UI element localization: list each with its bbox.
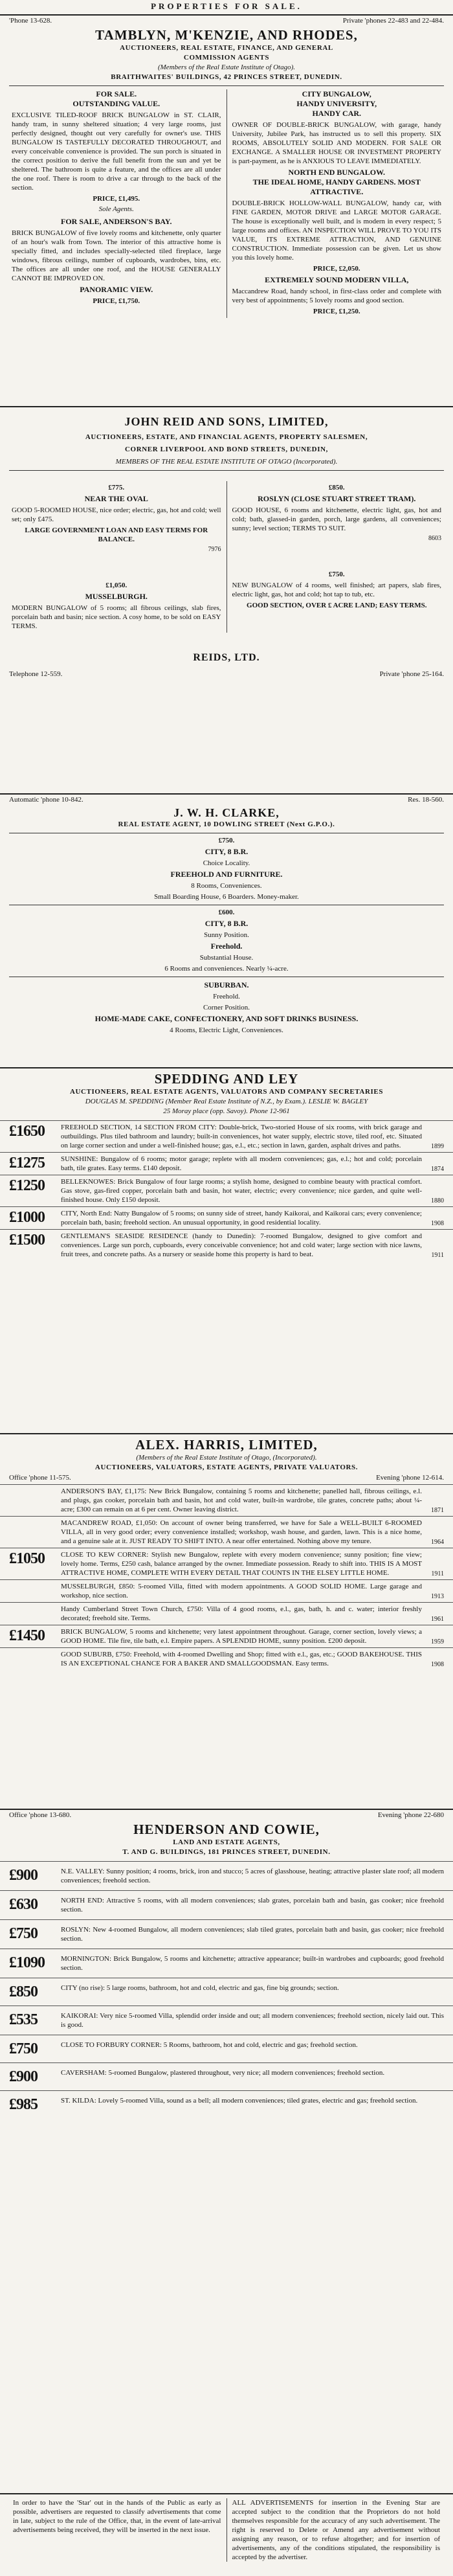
- listing-entry: [0, 1919, 453, 1949]
- listing-text: LARGE GOVERNMENT LOAN AND EASY TERMS FOR BALANCE.: [25, 526, 208, 543]
- listing-text: 4 Rooms, Electric Light, Conveniences.: [170, 1026, 283, 1034]
- listing-entry: [0, 1152, 453, 1175]
- listing-entry: [0, 1978, 453, 2005]
- phone-office: 'Phone 13-628.: [9, 17, 52, 25]
- listing-text: GOOD SECTION, OVER £ ACRE LAND; EASY TERMS.: [247, 602, 427, 609]
- section-heading: THE IDEAL HOME, HANDY GARDENS. MOST ATTRACTIVE.: [252, 177, 421, 196]
- ad-spedding-and-ley: [0, 1068, 453, 1434]
- listing-entry: [0, 1229, 453, 1261]
- listing-price: £985: [9, 2096, 38, 2113]
- firm-membership: (Members of the Real Estate Institute of Otago, (Incorporated).: [136, 1454, 317, 1462]
- section-heading: CITY, 8 B.R.: [204, 847, 249, 856]
- listing-text: Choice Locality.: [203, 859, 250, 867]
- listing-text: Sunny Position.: [204, 931, 249, 939]
- listings-right-column: [226, 89, 447, 318]
- phone-private: Private 'phone 25-164.: [379, 670, 444, 678]
- listing-entry: [0, 1602, 453, 1625]
- listing-ref: 1959: [431, 1638, 444, 1645]
- section-heading: CITY, 8 B.R.: [204, 919, 249, 928]
- listing-text: SUNSHINE: Bungalow of 6 rooms; motor garage; replete with all modern conveniences; gas, e.l.; hot and cold; porcelain bath, tile grates. Easy terms. £140 deposit.: [61, 1155, 422, 1172]
- listing-entry: [0, 1516, 453, 1548]
- listing-entry: [0, 1120, 453, 1152]
- listing-price: £1000: [9, 1209, 45, 1226]
- ad-henderson-and-cowie: [0, 1810, 453, 2494]
- listing-price: £775.: [108, 484, 125, 491]
- ad-tamblyn-mckenzie-rhodes: [0, 16, 453, 407]
- listing-text: ST. KILDA: Lovely 5-roomed Villa, sound as a bell; all modern conveniences; tiled grates, electric and gas; freehold section.: [61, 2097, 418, 2105]
- listing-price: £535: [9, 2011, 38, 2028]
- listing-price: PRICE, £1,750.: [93, 297, 140, 305]
- listing-text: ROSLYN: New 4-roomed Bungalow, all modern conveniences; slab tiled grates, porcelain bath and basin, gas cooker; nice freehold section.: [61, 1926, 444, 1943]
- listing-price: £630: [9, 1896, 38, 1913]
- firm-address: REAL ESTATE AGENT, 10 DOWLING STREET (Next G.P.O.).: [118, 820, 335, 828]
- listing-text: Freehold.: [213, 993, 240, 1000]
- listing-block: [58, 837, 395, 901]
- firm-tagline: AUCTIONEERS, REAL ESTATE AGENTS, VALUATORS AND COMPANY SECRETARIES: [69, 1088, 384, 1096]
- phones-row: [0, 1473, 453, 1482]
- listing-ref: 1911: [431, 1252, 444, 1259]
- page-header: PROPERTIES FOR SALE.: [0, 0, 453, 16]
- firm-address: T. AND G. BUILDINGS, 181 PRINCES STREET, DUNEDIN.: [122, 1848, 331, 1856]
- section-heading: NEAR THE OVAL: [84, 494, 148, 503]
- listing-ref: 1874: [431, 1166, 444, 1173]
- listing-text: MACANDREW ROAD, £1,050: On account of owner being transferred, we have for Sale a WELL-BUILT 6-ROOMED VILLA, all in very good order; every convenience installed; workshop, wash house, and garden, lawn. This is a nice home, and a genuine sale at it. JUST READY TO SHIFT INTO. A near offer entertained. Nothing above my tenure.: [61, 1519, 422, 1545]
- listing-text: CLOSE TO KEW CORNER: Stylish new Bungalow, replete with every modern convenience; sunny position; fine view; lovely home. Terms, £250 cash, balance arranged by the owner. Immediate possession. Ready to shift into. THIS IS A MOST ATTRACTIVE HOME, COMPLETE WITH EVERY DETAIL THAT COUNTS IN THE ELSEY LITTLE HOME.: [61, 1551, 422, 1577]
- listing-price: £850.: [328, 484, 345, 491]
- listing-text: BELLEKNOWES: Brick Bungalow of four large rooms; a stylish home, designed to combine beauty with practical comfort. Gas stove, gas-fired copper, porcelain bath and basin, hot water, electric; every convenience; nice garden, and quite well-finished house. Only £150 deposit.: [61, 1178, 422, 1204]
- firm-address: CORNER LIVERPOOL AND BOND STREETS, DUNEDIN,: [125, 446, 328, 453]
- phone-evening: Evening 'phone 22-680: [377, 1811, 444, 1819]
- listing-text: DOUBLE-BRICK HOLLOW-WALL BUNGALOW, handy car, with FINE GARDEN, MOTOR DRIVE and LARGE MOTOR GARAGE. The house is exceptionally well built, and is modern in every respect; 5 large rooms and offices. AN INSPECTION WILL PROVE TO YOU ITS VALUE, ITS EXTREME ATTRACTION, AND GENUINE CONSTRUCTION. Immediate possession can be given. Let us show you this lovely home.: [232, 199, 441, 262]
- firm-footer-name: REIDS, LTD.: [193, 652, 260, 663]
- listing-price: £1500: [9, 1232, 45, 1248]
- listing-ref: 7976: [208, 546, 221, 553]
- phone-office: Office 'phone 13-680.: [9, 1811, 72, 1819]
- phone-office: Office 'phone 11-575.: [9, 1474, 71, 1482]
- section-heading: HANDY CAR.: [312, 109, 362, 118]
- listing-entry: [0, 1548, 453, 1579]
- section-heading: HANDY UNIVERSITY,: [296, 99, 377, 108]
- phone-office: Telephone 12-559.: [9, 670, 63, 678]
- listings-right-column: [226, 481, 447, 633]
- phone-private: Private 'phones 22-483 and 22-484.: [342, 17, 444, 25]
- firm-name: TAMBLYN, M'KENZIE, AND RHODES,: [95, 27, 358, 43]
- listing-ref: 1908: [431, 1661, 444, 1668]
- agent-note: Sole Agents.: [98, 205, 134, 213]
- divider: [9, 470, 444, 471]
- firm-name: JOHN REID AND SONS, LIMITED,: [124, 415, 329, 428]
- firm-tagline: AUCTIONEERS, REAL ESTATE, FINANCE, AND GENERAL: [120, 44, 333, 52]
- listing-text: CITY, North End: Natty Bungalow of 5 rooms; on sunny side of street, handy Kaikorai, and Kaikorai cars; every convenience; porcelain bath, basin; freehold section. An unusual opportunity, in good residential locality.: [61, 1210, 422, 1226]
- listing-ref: 1964: [431, 1539, 444, 1546]
- listing-price: £900: [9, 1867, 38, 1884]
- listing-entry: [0, 2005, 453, 2035]
- section-heading: ROSLYN (CLOSE STUART STREET TRAM).: [258, 494, 416, 503]
- listing-text: MUSSELBURGH, £850: 5-roomed Villa, fitted with modern appointments. A GOOD SOLID HOME. Large garage and workshop, nice section.: [61, 1583, 422, 1599]
- listing-price: £1250: [9, 1177, 45, 1194]
- section-heading: FOR SALE, ANDERSON'S BAY.: [61, 217, 172, 226]
- listing-ref: 1913: [431, 1593, 444, 1600]
- listing-entry: [0, 1861, 453, 1890]
- section-heading: OUTSTANDING VALUE.: [72, 99, 160, 108]
- section-heading: MUSSELBURGH.: [85, 592, 148, 601]
- listing-text: GOOD SUBURB, £750: Freehold, with 4-roomed Dwelling and Shop; fitted with e.l., gas, etc.; GOOD BAKEHOUSE. THIS IS AN EXCEPTIONAL CHANCE FOR A BAKER AND SMALLGOODSMAN. Easy terms.: [61, 1651, 422, 1667]
- firm-tagline-2: COMMISSION AGENTS: [183, 54, 270, 62]
- firm-principals: DOUGLAS M. SPEDDING (Member Real Estate Institute of N.Z., by Exam.). LESLIE W. BAGLEY: [85, 1098, 368, 1105]
- listing-price: £1,050.: [105, 582, 127, 589]
- listing-text: N.E. VALLEY: Sunny position; 4 rooms, brick, iron and stucco; 5 acres of glasshouse, heating; attractive plaster slate roof; all modern conveniences; freehold section.: [61, 1868, 444, 1884]
- listing-ref: 1871: [431, 1507, 444, 1514]
- listing-price: £850: [9, 1983, 38, 2000]
- notice-late-ads: In order to have the 'Star' out in the hands of the Public as early as possible, advertisers are requested to classify advertisements that come in late, subject to the rule of the Office, that, in the event of late-arrival advertisements being received, they will be inserted in the next issue.: [13, 2499, 221, 2534]
- listing-ref: 1880: [431, 1197, 444, 1204]
- listing-block: [58, 980, 395, 1035]
- listing-text: Corner Position.: [203, 1004, 250, 1011]
- listing-entry: [0, 1890, 453, 1919]
- section-heading: Freehold.: [210, 942, 243, 951]
- listing-text: Small Boarding House, 6 Boarders. Money-maker.: [154, 893, 299, 901]
- firm-tagline: AUCTIONEERS, VALUATORS, ESTATE AGENTS, PRIVATE VALUATORS.: [94, 1463, 359, 1471]
- listing-price: £600.: [218, 909, 235, 916]
- section-heading: SUBURBAN.: [204, 980, 249, 989]
- phone-office: Automatic 'phone 10-842.: [9, 796, 83, 804]
- listing-text: ANDERSON'S BAY, £1,175: New Brick Bungalow, containing 5 rooms and kitchenette; panelled hall, fibrous ceilings, e.l. and plugs, gas cooker, porcelain bath and basin, hot and cold water, built-in wardrobe, tile grates, concrete paths; about ¼-acre; £300 can remain on at 6 per cent. Owner leaving district.: [61, 1487, 422, 1513]
- listing-price: £1090: [9, 1954, 45, 1971]
- phones-row: [0, 16, 453, 25]
- listing-ref: 8603: [428, 535, 441, 542]
- listing-text: NEW BUNGALOW of 4 rooms, well finished; art papers, slab fires, electric light, gas, hot and cold; hot tap to tub, etc.: [232, 582, 441, 598]
- firm-address: BRAITHWAITES' BUILDINGS, 42 PRINCES STREET, DUNEDIN.: [111, 73, 342, 81]
- firm-address: 25 Moray place (opp. Savoy). Phone 12-961: [163, 1107, 290, 1115]
- listing-text: Substantial House.: [199, 954, 254, 962]
- divider: [9, 85, 444, 86]
- firm-tagline: AUCTIONEERS, ESTATE, AND FINANCIAL AGENTS, PROPERTY SALESMEN,: [85, 433, 368, 441]
- section-heading: CITY BUNGALOW,: [302, 89, 371, 98]
- listing-entry: [0, 2090, 453, 2118]
- listing-entry: [0, 1625, 453, 1647]
- listing-entry: [0, 2035, 453, 2062]
- firm-name: HENDERSON AND COWIE,: [133, 1822, 320, 1837]
- listing-text: MODERN BUNGALOW of 5 rooms; all fibrous ceilings, slab fires, porcelain bath and basin; nice section. A cosy home, to be sold on EASY TERMS.: [12, 604, 221, 630]
- listing-text: EXCLUSIVE TILED-ROOF BRICK BUNGALOW in ST. CLAIR, handy tram, in sunny sheltered situation; 4 very large rooms, just perfectly designed, thought out very carefully for owner's use. THIS BUNGALOW IS TASTEFULLY DECORATED THROUGHOUT, and every conceivable convenience is provided. The sun porch is situated in the correct position to derive the full benefit from the sun and yet be sheltered. The bathroom is quite a feature, and the offices are all under the one roof. There is room to drive a car through to the back of the section.: [12, 111, 221, 192]
- listing-entry: [0, 1175, 453, 1206]
- listings-left-column: [6, 89, 226, 318]
- ad-jwh-clarke: [0, 795, 453, 1068]
- listing-text: BRICK BUNGALOW of five lovely rooms and kitchenette, only quarter of an hour's walk from Town. The interior of this attractive home is specially fitted, and includes specially-selected tiled fireplace, large windows, fibrous ceilings, number of cupboards, wardrobes, bins, etc. The offices are all under one roof, and the HOUSE GENERALLY CANNOT BE IMPROVED ON.: [12, 229, 221, 282]
- listing-price: £1275: [9, 1155, 45, 1171]
- listing-price: PRICE, £1,495.: [93, 195, 140, 203]
- listing-ref: 1911: [431, 1570, 444, 1577]
- listing-block: [58, 909, 395, 973]
- listing-price: £900: [9, 2068, 38, 2085]
- listing-entry: [0, 2062, 453, 2090]
- firm-name: SPEDDING AND LEY: [154, 1071, 299, 1087]
- listing-text: GENTLEMAN'S SEASIDE RESIDENCE (handy to Dunedin): 7-roomed Bungalow, designed to give comfort and conveniences. Large sun porch, cupboards, every conceivable convenience; hot and cold water; large section with nice lawns, fruit trees, and concrete paths. As a nursery or seaside home this property is hard to beat.: [61, 1232, 422, 1258]
- section-heading: FOR SALE.: [96, 89, 137, 98]
- listing-ref: 1899: [431, 1143, 444, 1150]
- section-heading: NORTH END BUNGALOW.: [288, 168, 385, 177]
- listing-entry: [0, 1206, 453, 1229]
- listing-text: 6 Rooms and conveniences. Nearly ¼-acre.: [164, 965, 289, 973]
- listing-price: £1450: [9, 1627, 45, 1644]
- phone-evening: Evening 'phone 12-614.: [376, 1474, 444, 1482]
- notice-advertising-terms: ALL ADVERTISEMENTS for insertion in the Evening Star are accepted subject to the condition that the Proprietors do not hold themselves responsible for the accuracy of any such advertisement. The right is reserved to Delete or Amend any advertisement without assigning any reason, or to refuse altogether; and for insertion of advertisements, any of the conditions stipulated, the responsibility is accepted by the advertiser.: [226, 2498, 446, 2562]
- firm-membership: MEMBERS OF THE REAL ESTATE INSTITUTE OF OTAGO (Incorporated).: [115, 458, 338, 466]
- listing-price: £750.: [218, 837, 235, 844]
- listing-price: £750: [9, 1925, 38, 1942]
- firm-name: ALEX. HARRIS, LIMITED,: [135, 1437, 318, 1452]
- phones-row: [0, 795, 453, 804]
- phones-row: [0, 1810, 453, 1819]
- firm-membership: (Members of the Real Estate Institute of Otago).: [157, 63, 295, 71]
- listings-left-column: [6, 481, 226, 633]
- listing-ref: 1961: [431, 1616, 444, 1623]
- section-heading: PANORAMIC VIEW.: [80, 285, 153, 294]
- listing-text: Maccandrew Road, handy school, in first-class order and complete with very best of appointments; 5 lovely rooms and good section.: [232, 288, 441, 304]
- section-heading: FREEHOLD AND FURNITURE.: [170, 870, 283, 879]
- listing-text: FREEHOLD SECTION, 14 SECTION FROM CITY: Double-brick, Two-storied House of six rooms, with brick garage and outbuildings. Plus tiled bathroom and laundry; built-in conveniences, hot water supply, electric stove, tiled roof, etc. Situated on large corner section and under a well-finished house; gas, e.l., etc.; section in lawn, garden, asphalt drives and paths.: [61, 1124, 422, 1149]
- listing-text: 8 Rooms, Conveniences.: [191, 882, 262, 890]
- listing-price: £750: [9, 2040, 38, 2057]
- listing-text: KAIKORAI: Very nice 5-roomed Villa, splendid order inside and out; all modern conveniences; freehold section, nicely laid out. This is good.: [61, 2012, 444, 2029]
- listing-entry: [0, 1647, 453, 1670]
- listing-entry: [0, 1579, 453, 1602]
- ad-alex-harris: [0, 1434, 453, 1810]
- listing-entry: [0, 1949, 453, 1978]
- listing-price: £750.: [328, 571, 345, 578]
- listing-text: OWNER OF DOUBLE-BRICK BUNGALOW, with garage, handy University, Jubilee Park, has instructed us to sell this property. SIX ROOMS, ABSOLUTELY SOLID AND MODERN. FOR SALE OR EXCHANGE. A SMALLER HOUSE OR INVESTMENT PROPERTY is part-payment, as he is ANXIOUS TO LEAVE IMMEDIATELY.: [232, 121, 441, 165]
- listing-text: CITY (no rise): 5 large rooms, bathroom, hot and cold, electric and gas, fine big grounds; section.: [61, 1984, 339, 1992]
- listing-text: NORTH END: Attractive 5 rooms, with all modern conveniences; slab grates, porcelain bath and basin, gas cooker; nice freehold section.: [61, 1897, 444, 1914]
- phones-row: [0, 669, 453, 678]
- listing-entry: [0, 1484, 453, 1516]
- listing-text: MORNINGTON: Brick Bungalow, 5 rooms and kitchenette; attractive appearance; built-in wardrobes and cupboards; good freehold section.: [61, 1955, 444, 1972]
- ad-john-reid-and-sons: [0, 407, 453, 795]
- listing-price: PRICE, £1,250.: [313, 308, 360, 315]
- listing-price: £1650: [9, 1123, 45, 1140]
- listing-ref: 1908: [431, 1220, 444, 1227]
- firm-tagline: LAND AND ESTATE AGENTS,: [173, 1838, 280, 1846]
- listing-text: CAVERSHAM: 5-roomed Bungalow, plastered throughout, very nice; all modern conveniences; freehold section.: [61, 2069, 385, 2077]
- publisher-notices: [0, 2494, 453, 2576]
- listing-text: Handy Cumberland Street Town Church, £750: Villa of 4 good rooms, e.l., gas, bath, h. and c. water; interior freshly decorated; freehold site. Terms.: [61, 1605, 422, 1622]
- listing-price: PRICE, £2,050.: [313, 265, 360, 273]
- listing-price: £1050: [9, 1550, 45, 1567]
- section-heading: HOME-MADE CAKE, CONFECTIONERY, AND SOFT DRINKS BUSINESS.: [94, 1014, 359, 1023]
- firm-name: J. W. H. CLARKE,: [173, 806, 280, 819]
- listing-text: CLOSE TO FORBURY CORNER: 5 Rooms, bathroom, hot and cold, electric and gas; freehold section.: [61, 2041, 358, 2049]
- listing-text: BRICK BUNGALOW, 5 rooms and kitchenette; very latest appointment throughout. Garage, corner section, lovely views; a GOOD HOME. Tile fire, tile bath, e.l. Empire papers. A SPLENDID HOME, sunny position. £200 deposit.: [61, 1628, 422, 1645]
- section-heading: EXTREMELY SOUND MODERN VILLA,: [265, 275, 409, 284]
- phone-private: Res. 18-560.: [408, 796, 444, 804]
- listing-text: GOOD HOUSE, 6 rooms and kitchenette, electric light, gas, hot and cold; bath, glassed-in garden, porch, large gardens, all conveniences; sunny; level section; TERMS TO SUIT.: [232, 506, 441, 532]
- listing-text: GOOD 5-ROOMED HOUSE, nice order; electric, gas, hot and cold; well set; only £475.: [12, 506, 221, 523]
